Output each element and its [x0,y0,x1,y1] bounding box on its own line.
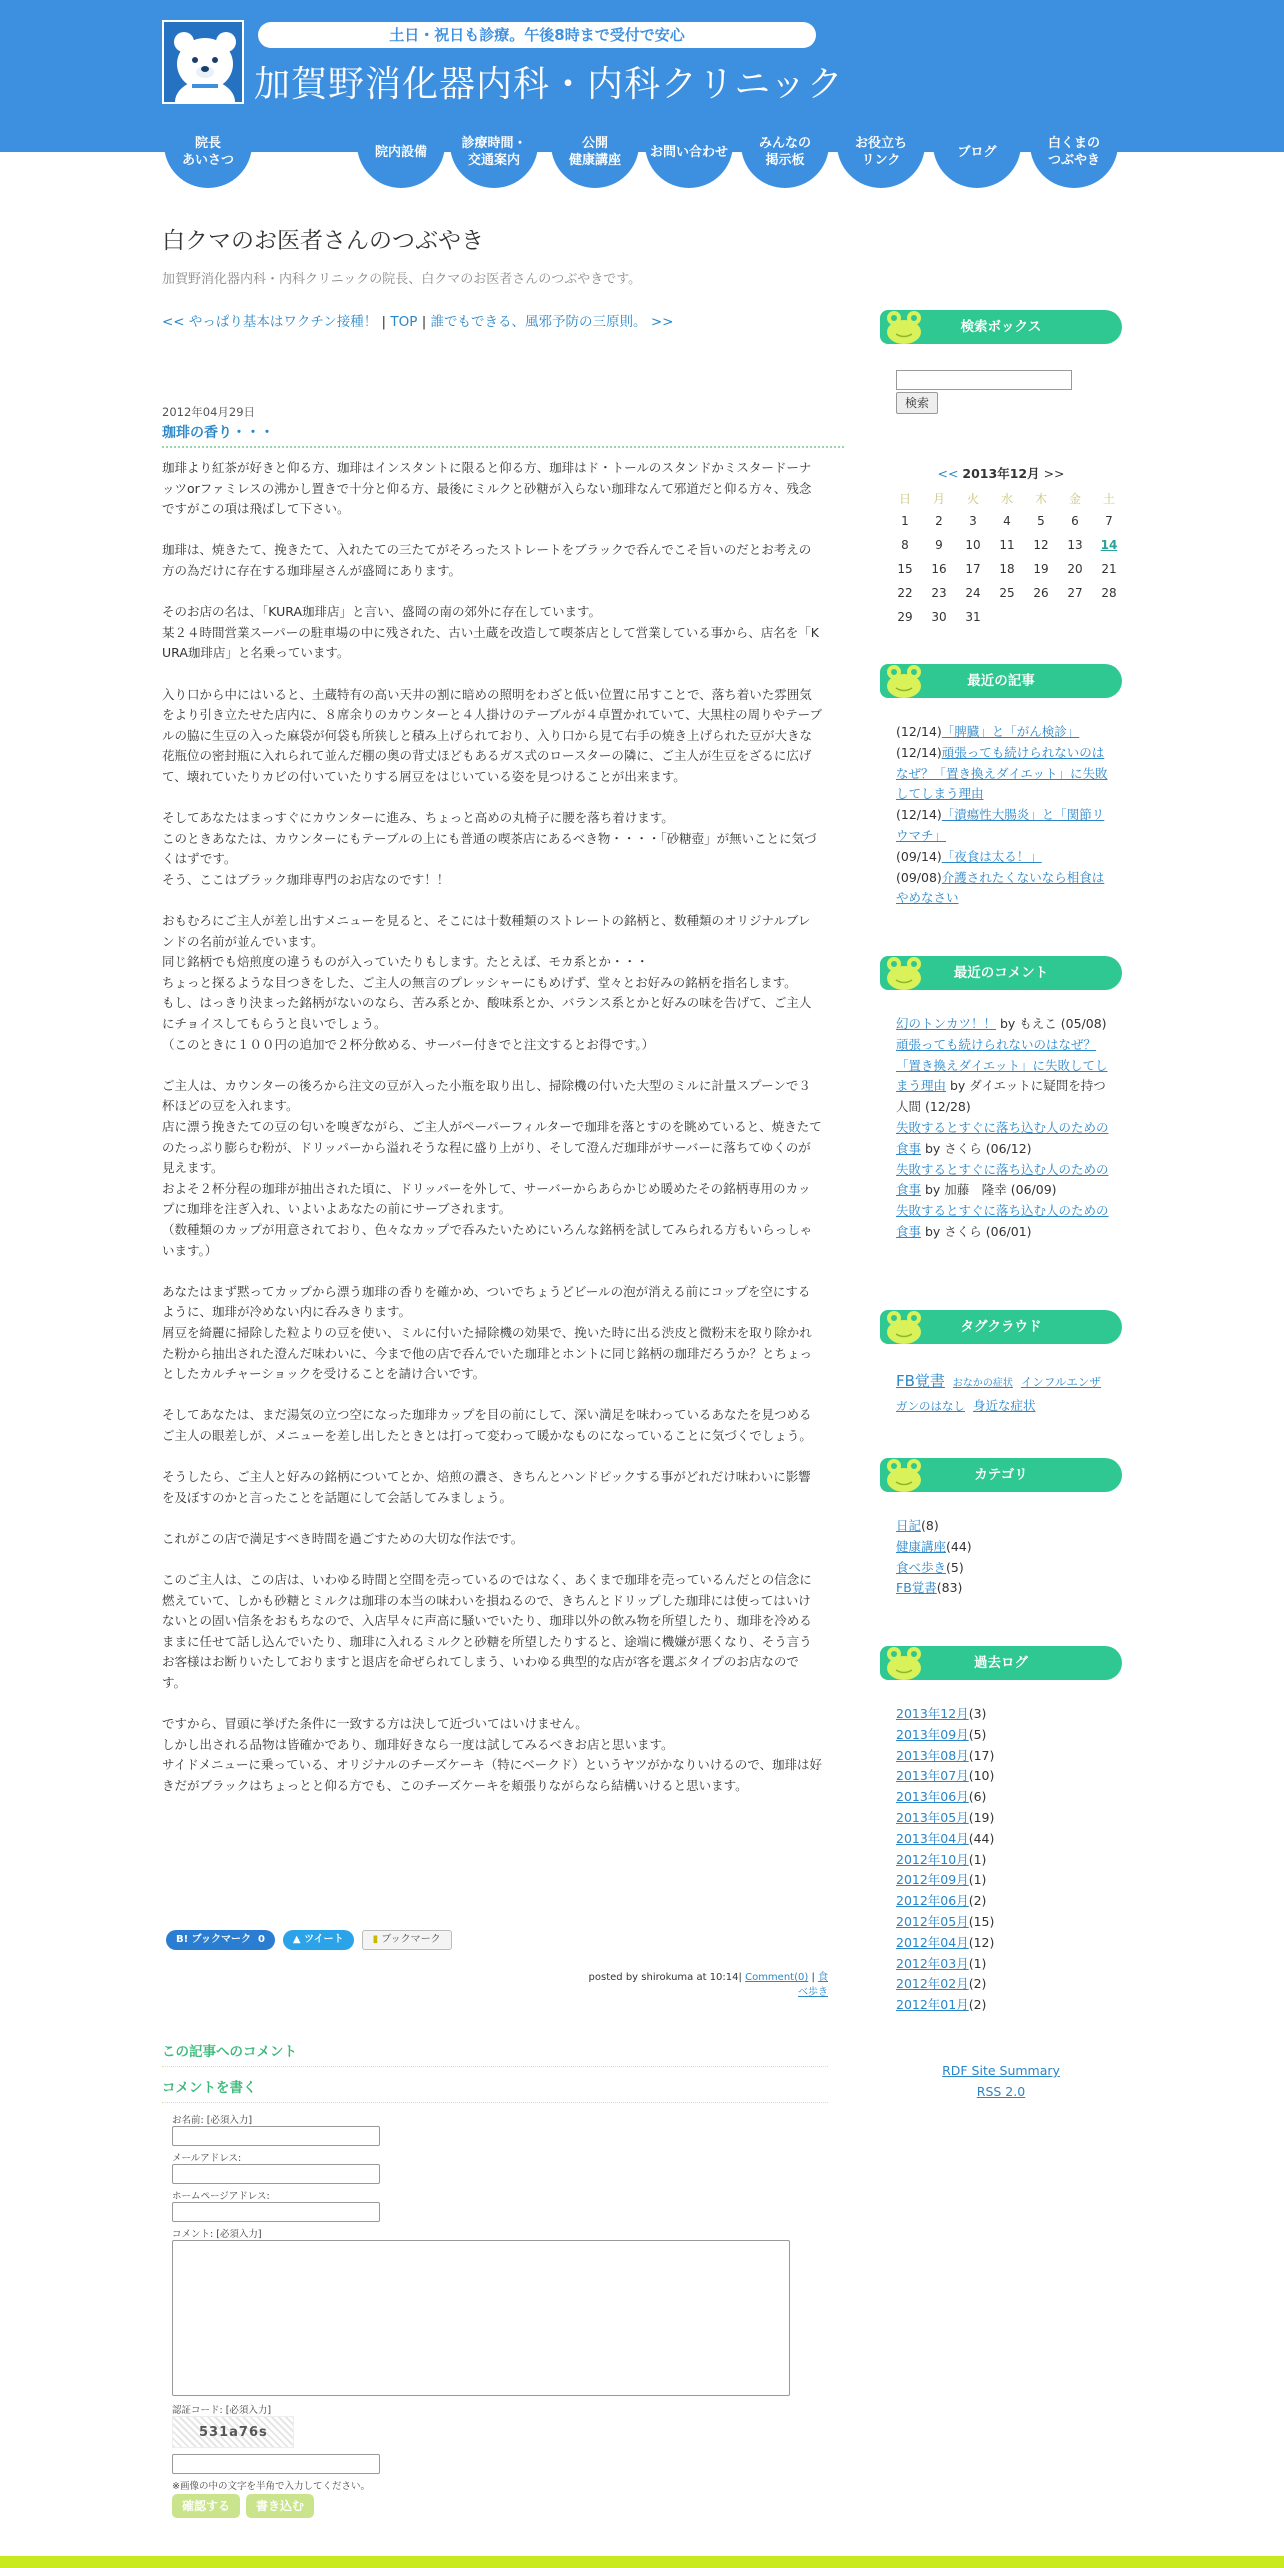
category-link[interactable]: 日記 [896,1518,922,1533]
posted-by-separator: | [738,1972,746,1983]
tweet-button[interactable] [283,1930,354,1950]
recent-comment-link[interactable]: 幻のトンカツ！！ [896,1016,997,1031]
blog-description: 加賀野消化器内科・内科クリニックの院長、白クマのお医者さんのつぶやきです。 [162,272,642,287]
nav-label-line2: あいさつ [181,153,234,168]
category-count: (44) [946,1538,972,1554]
submit-button[interactable]: 書き込む [246,2494,314,2518]
top-link[interactable]: TOP [390,314,418,330]
post-paragraph: そのお店の名は、「KURA珈琲店」と言い、盛岡の南の郊外に存在しています。 某２４時間営業スーパーの駐車場の中に残された、古い土蔵を改造して喫茶店として営業している事から、店名を「KURA珈琲店」と名乗っています。 [162,604,819,661]
calendar-weekday: 木 [1034,492,1047,506]
categories-list [896,1516,1110,1599]
widget-heading-tag-cloud [880,1310,1122,1344]
comment-textarea[interactable] [172,2240,790,2396]
archive-count: (1) [968,1955,987,1971]
calendar-day: 12 [1033,538,1049,552]
archive-count: (2) [968,1976,987,1992]
post-paragraph: あなたはまず黙ってカップから漂う珈琲の香りを確かめ、ついでちょうどビールの泡が消える前にコップを空にするように、珈琲が冷めない内に呑みきります。 屑豆を綺麗に掃除した粒よりの豆を使い、ミルに付いた掃除機の効果で、挽いた時に出る渋皮と微粉末を取り除かれた粉から抽出された澄んだ味わいに、今まで他の店で呑んでいた珈琲とホントに同じ銘柄の珈琲だろうか？とちょっとしたカルチャーショックを受けることを請け合いです。 [162,1283,813,1382]
nav-label-line1: 診療時間・ [461,136,527,151]
confirm-button[interactable]: 確認する [172,2494,240,2518]
archive-count: (3) [968,1706,987,1721]
nav-facilities[interactable] [357,112,445,188]
bookmark-button[interactable] [362,1930,452,1950]
calendar-day [1024,610,1058,634]
archive-link[interactable]: 2013年05月 [896,1809,969,1825]
post-category-link[interactable]: 食べ歩き [798,1972,828,1998]
nav-label-line1: 公開 [581,136,608,151]
calendar-month: 2013年12月 [962,466,1040,481]
nav-label-line1: みんなの [758,136,811,151]
archive-link[interactable]: 2012年09月 [896,1872,969,1888]
archive-count: (2) [968,1997,987,2013]
nav-blog[interactable] [933,112,1021,188]
calendar-weekday-row [888,490,1126,514]
widget-heading-recent-posts [880,664,1122,698]
widget-heading-label: 最近のコメント [953,965,1049,981]
recent-post-item [896,805,1110,847]
calendar-prev-link[interactable]: << [937,466,959,481]
blog-title[interactable]: 白クマのお医者さんのつぶやき [162,228,484,254]
calendar-day: 16 [931,562,947,576]
archive-count: (44) [968,1830,995,1846]
archive-count: (12) [968,1934,995,1950]
calendar-day: 2 [935,514,943,528]
tag-link[interactable]: おなかの症状 [952,1378,1013,1389]
name-input[interactable] [172,2126,380,2146]
archive-item [896,1954,1110,1975]
feed-links [880,2060,1122,2102]
tag-link[interactable]: ガンのはなし [896,1399,965,1413]
archive-item [896,1891,1110,1912]
calendar-day: 31 [965,610,981,624]
post-nav-separator: | [377,314,391,330]
archive-count: (1) [968,1851,987,1867]
post-paragraph: 珈琲は、焼きたて、挽きたて、入れたての三たてがそろったストレートをブラックで呑んでこそ旨いのだとお考えの方の為だけに存在する珈琲屋さんが盛岡にあります。 [162,542,812,578]
category-link[interactable]: 健康講座 [896,1538,947,1554]
nav-health-lecture[interactable] [551,112,639,188]
calendar-weekday: 金 [1068,492,1081,506]
archive-item [896,1912,1110,1933]
post-title[interactable]: 珈琲の香り・・・ [162,422,844,448]
recent-comment-link[interactable]: 失敗するとすぐに落ち込む人のための食事 [896,1119,1109,1156]
archive-item [896,1766,1110,1787]
calendar-day: 15 [897,562,913,576]
archive-count: (19) [968,1809,995,1825]
nav-bear-tweets[interactable] [1030,112,1118,188]
calendar-day: 7 [1105,514,1113,528]
post-body [162,458,822,1797]
post-navigation [162,310,673,330]
recent-comment-author: by さくら (06/01) [921,1223,1032,1239]
nav-label-line2: リンク [861,153,901,168]
comment-label: コメント: [必須入力] [172,2229,262,2240]
archive-count: (6) [968,1789,987,1805]
captcha-code: 531a76s [199,2425,268,2440]
email-input[interactable] [172,2164,380,2184]
recent-comment-item [896,1035,1110,1118]
calendar-grid [888,490,1126,634]
calendar-day: 25 [999,586,1015,600]
bookmark-label: ブックマーク [381,1934,441,1945]
archive-link[interactable]: 2012年05月 [896,1913,969,1929]
archive-link[interactable]: 2012年02月 [896,1976,969,1992]
recent-comment-link[interactable]: 失敗するとすぐに落ち込む人のための食事 [896,1161,1109,1198]
posted-by-text: posted by shirokuma at 10:14 [588,1972,739,1983]
recent-post-link[interactable]: 頑張っても続けられないのはなぜ？「置き換えダイエット」に失敗してしまう理由 [896,744,1108,802]
recent-post-date: (09/14) [896,848,942,864]
recent-post-date: (12/14) [896,724,942,739]
tweet-label: ツイート [304,1934,344,1945]
calendar-week-row [888,514,1126,538]
calendar-day: 5 [1037,514,1045,528]
captcha-image [172,2416,294,2448]
calendar-next-link[interactable]: >> [1043,466,1065,481]
hatena-bookmark-button[interactable] [166,1930,275,1950]
archives-list [896,1704,1110,2016]
category-item [896,1516,1110,1537]
category-count: (83) [936,1580,963,1596]
captcha-note: ※画像の中の文字を半角で入力してください。 [172,2481,370,2492]
recent-comments-list [896,1014,1110,1243]
recent-comment-item [896,1118,1110,1160]
recent-comment-author: by ダイエットに疑問を持つ人間 (12/28) [896,1078,1106,1115]
archive-link[interactable]: 2012年03月 [896,1955,969,1971]
calendar-day: 17 [965,562,981,576]
recent-post-link[interactable]: 介護されたくないなら相食はやめなさい [896,869,1105,906]
category-count: (8) [921,1518,939,1533]
calendar-day: 20 [1067,562,1083,576]
post-paragraph: そうしたら、ご主人と好みの銘柄についてとか、焙煎の濃さ、きちんとハンドピックする事がどれだけ味わいに影響を及ぼすのかと言ったことを話題にして会話してみましょう。 [162,1469,811,1505]
recent-comment-author: by 加藤 隆幸 (06/09) [921,1182,1057,1198]
calendar-weekday: 火 [966,492,979,506]
archive-link[interactable]: 2013年04月 [896,1830,969,1846]
widget-heading-search [880,310,1122,344]
recent-post-date: (12/14) [896,807,942,823]
calendar-day: 28 [1101,586,1117,600]
post-paragraph: ご主人は、カウンターの後ろから注文の豆が入った小瓶を取り出し、掃除機の付いた大型のミルに計量スプーンで３杯ほどの豆を入れます。 店に漂う挽きたての豆の匂いを嗅ぎながら、ご主人がペーパーフィルターで珈琲を落とすのを眺めていると、焼きたてのたっぷり膨らむ粉が、ドリッパーから溢れそうな程に盛り上がり、そして澄んだ珈琲がサーバーに落ちてゆくのが見えます。 およそ２杯分程の珈琲が抽出された頃に、ドリッパーを外して、サーバーからあらかじめ暖めたその銘柄専用のカップに珈琲を注ぎ入れ、いよいよあなたの前にサーブされます。 （数種類のカップが用意されており、色々なカップで呑みたいためにいろんな銘柄を試してみられる方もいらっしゃいます。） [162,1077,822,1258]
nav-contact[interactable] [645,112,733,188]
tag-link[interactable]: 身近な症状 [972,1398,1036,1413]
recent-comment-author: by さくら (06/12) [921,1140,1032,1156]
nav-greeting[interactable] [164,112,252,188]
post-paragraph: 珈琲より紅茶が好きと仰る方、珈琲はインスタントに限ると仰る方、珈琲はド・トールのスタンドかミスタードーナッツorファミレスの沸かし置きで十分と仰る方、最後にミルクと砂糖が入らない珈琲なんて邪道だと仰る方々、残念ですがこの項は飛ばして下さい。 [162,460,812,517]
recent-comment-link[interactable]: 失敗するとすぐに落ち込む人のための食事 [896,1203,1109,1239]
nav-label-line1: 院長 [194,136,221,151]
calendar-day: 8 [901,538,909,552]
archive-count: (15) [968,1913,995,1929]
archive-item [896,1725,1110,1746]
widget-heading-label: 検索ボックス [960,319,1042,335]
category-link[interactable]: 食べ歩き [896,1559,947,1575]
archive-item [896,1787,1110,1808]
twitter-bird-icon: ▲ [292,1934,305,1945]
nav-label-line1: 白くまの [1047,136,1100,151]
name-label: お名前: [必須入力] [172,2115,253,2126]
archive-count: (1) [968,1872,987,1888]
archive-count: (2) [968,1893,987,1909]
calendar-day-link[interactable]: 14 [1100,538,1118,552]
frog-icon [884,1644,924,1682]
calendar-day: 4 [1003,514,1011,528]
widget-heading-label: 最近の記事 [967,673,1035,689]
nav-links[interactable] [837,112,925,188]
rss-link[interactable]: RSS 2.0 [976,2084,1026,2099]
nav-board[interactable] [741,112,829,188]
archive-item [896,1933,1110,1954]
posted-by-separator: | [808,1972,818,1983]
archive-link[interactable]: 2012年01月 [896,1997,969,2013]
calendar-day: 23 [931,586,947,600]
tag-link[interactable]: インフルエンザ [1020,1375,1101,1389]
comment-count-link[interactable]: Comment(0) [745,1972,809,1983]
frog-icon [884,1308,924,1346]
comments-heading: この記事へのコメント [162,2040,828,2067]
calendar-week-row [888,538,1126,562]
category-link[interactable]: FB覚書 [896,1580,937,1596]
email-label: メールアドレス: [172,2153,242,2164]
write-comment-heading: コメントを書く [162,2076,828,2103]
widget-heading-label: 過去ログ [974,1655,1028,1671]
calendar-day: 22 [897,586,913,600]
archive-count: (5) [968,1726,987,1742]
post-paragraph: ですから、冒頭に挙げた条件に一致する方は決して近づいてはいけません。 しかし出される品物は皆確かであり、珈琲好きなら一度は試してみるべきお店と思います。 サイドメニューに乗っている、オリジナルのチーズケーキ（特にベークド）というヤツがかなりいけるので、珈琲は好きだがブラックはちょっとと仰る方でも、このチーズケーキを頬張りながらなら結構いけると思います。 [162,1716,823,1793]
calendar-weekday: 月 [932,492,945,506]
calendar-week-row [888,562,1126,586]
calendar-day: 13 [1067,538,1083,552]
calendar-day: 11 [999,538,1015,552]
nav-label-line1: お役立ち [854,136,907,151]
nav-label-line2: つぶやき [1047,153,1100,168]
calendar-day: 10 [965,538,981,552]
rdf-link[interactable]: RDF Site Summary [942,2063,1060,2078]
calendar-week-row [888,610,1126,634]
post-paragraph: そしてあなたはまっすぐにカウンターに進み、ちょっと高めの丸椅子に腰を落ち着けます。 このときあなたは、カウンターにもテーブルの上にも普通の喫茶店にあるべき物・・・・「砂糖壺」が無いことに気づくはずです。 そう、ここはブラック珈琲専門のお店なのです！！ [162,810,817,887]
widget-heading-recent-comments [880,956,1122,990]
frog-icon [884,1456,924,1494]
polar-bear-icon [164,22,244,104]
archive-item [896,1829,1110,1850]
calendar-day: 24 [965,586,981,600]
post-paragraph: おもむろにご主人が差し出すメニューを見ると、そこには十数種類のストレートの銘柄と、数種類のオリジナルブレンドの名前が並んでいます。 同じ銘柄でも焙煎度の違うものが入っていたりもします。たとえば、モカ系とか・・・ ちょっと探るような目つきをした、ご主人の無言のプレッシャーにもめげず、堂々とお好みの銘柄を指名します。 もし、はっきり決まった銘柄がないのなら、苦み系とか、酸味系とか、バランス系とかと好みの味を告げて、ご主人にチョイスしてもらうと良いでしょう。 （このときに１００円の追加で２杯分飲める、サーバー付きでと注文するとお得です。） [162,913,812,1052]
archive-count: (10) [968,1768,995,1784]
nav-label-line2: 健康講座 [568,153,621,168]
calendar-day: 21 [1101,562,1117,576]
calendar-weekday: 日 [898,492,911,506]
category-count: (5) [946,1559,964,1575]
archive-link[interactable]: 2013年08月 [896,1747,969,1763]
archive-link[interactable]: 2013年09月 [896,1726,969,1742]
nav-label-line1: お問い合わせ [649,144,728,160]
recent-post-link[interactable]: 「脾臓」と「がん検診」 [941,724,1080,739]
prev-post-link[interactable]: << やっぱり基本はワクチン接種！ [162,314,378,330]
widget-heading-label: カテゴリ [974,1467,1028,1483]
calendar-day: 1 [901,514,909,528]
nav-label-line1: ブログ [957,144,997,160]
polar-bear-logo[interactable] [162,20,244,104]
hatena-count: 0 [257,1934,265,1945]
frog-icon [884,662,924,700]
frog-icon [884,954,924,992]
archive-item [896,1808,1110,1829]
frog-icon [884,308,924,346]
category-item [896,1558,1110,1579]
calendar-day [990,610,1024,634]
nav-hours-access[interactable] [450,112,538,188]
site-title[interactable]: 加賀野消化器内科・内科クリニック [254,64,844,105]
post-paragraph: このご主人は、この店は、いわゆる時間と空間を売っているのではなく、あくまで珈琲を売っているんだとの信念に燃えていて、しかも砂糖とミルクは珈琲の本当の味わいを損ねるので、きちんとドリップした珈琲には使ってはいけないとの固い信条をおもちなので、入店早々に声高に騒いでいたり、珈琲以外の飲み物を所望したり、珈琲を冷めるままに任せて話し込んでいたり、珈琲に入れるミルクと砂糖を所望したりすると、途端に機嫌が悪くなり、そう言うお客様はお断りいたしておりますと退店を命ぜられてしまう、いわゆる典型的な店が客を選ぶタイプのお店なのです。 [162,1572,812,1691]
homepage-label: ホームページアドレス: [172,2191,270,2202]
recent-post-item [896,722,1110,743]
recent-comment-author: by もえこ (05/08) [996,1016,1107,1031]
archive-link[interactable]: 2013年12月 [896,1706,969,1721]
archive-link[interactable]: 2013年06月 [896,1789,969,1805]
recent-post-link[interactable]: 「夜食は太る！」 [941,848,1042,864]
calendar-day: 30 [931,610,947,624]
archive-link[interactable]: 2012年06月 [896,1893,969,1909]
archive-item [896,1704,1110,1725]
bookmark-icon: ▮ [372,1934,379,1945]
archive-count: (17) [968,1747,995,1763]
archive-item [896,1974,1110,1995]
calendar-weekday: 土 [1102,492,1115,506]
calendar-day: 6 [1071,514,1079,528]
search-button[interactable]: 検索 [896,392,938,414]
calendar-day [1058,610,1092,634]
widget-heading-archives [880,1646,1122,1680]
archive-item [896,1995,1110,2016]
archive-item [896,1746,1110,1767]
widget-heading-categories [880,1458,1122,1492]
post-nav-separator: | [417,314,431,330]
recent-post-item [896,743,1110,805]
recent-comment-item [896,1201,1110,1243]
calendar-week-row [888,586,1126,610]
footer-bar [0,2556,1284,2568]
homepage-input[interactable] [172,2202,380,2222]
calendar-day: 26 [1033,586,1049,600]
posted-by [580,1968,828,1998]
recent-post-item [896,847,1110,868]
nav-label-line2: 交通案内 [467,153,520,168]
archive-link[interactable]: 2013年07月 [896,1768,969,1784]
recent-comment-link[interactable]: 頑張っても続けられないのはなぜ？「置き換えダイエット」に失敗してしまう理由 [896,1036,1108,1094]
nav-label-line1: 院内設備 [374,144,427,160]
calendar-weekday: 水 [1000,492,1013,506]
search-input[interactable] [896,370,1072,390]
next-post-link[interactable]: 誰でもできる、風邪予防の三原則。 >> [430,314,674,330]
archive-item [896,1870,1110,1891]
calendar-day: 27 [1067,586,1083,600]
recent-posts-list [896,722,1110,909]
post-paragraph: これがこの店で満足すべき時間を過ごすための大切な作法です。 [162,1530,524,1546]
post-date: 2012年04月29日 [162,405,256,419]
calendar-header [880,464,1122,482]
calendar-day: 19 [1033,562,1049,576]
nav-label-line2: 掲示板 [765,153,805,168]
widget-heading-label: タグクラウド [960,1319,1042,1335]
calendar-day: 29 [897,610,913,624]
post-paragraph: 入り口から中にはいると、土蔵特有の高い天井の割に暗めの照明をわざと低い位置に吊すことで、落ち着いた雰囲気をより引き立たせた店内に、８席余りのカウンターと４人掛けのテーブルが４卓置かれていて、大黒柱の周りやテーブルの脇に生豆の入った麻袋が何袋も所狭しと積み上げられており、入り口から見て右手の焼き上げられた豆が大きな花瓶位の密封瓶に入れられて並んだ棚の奥の背丈ほどもあるガス式のロースターの隣に、ご主人が生豆をざるに広げて、壊れていたりカビの付いていたりする屑豆をはじいている姿を見つけることが出来ます。 [162,686,823,784]
archive-link[interactable]: 2012年10月 [896,1851,969,1867]
recent-post-item [896,868,1110,910]
post-paragraph: そしてあなたは、まだ湯気の立つ空になった珈琲カップを目の前にして、深い満足を味わっているあなたを見つめるご主人の眼差しが、メニューを差し出したときとは打って変わって暖かなものになっていることに気づくでしょう。 [162,1407,812,1443]
share-buttons [166,1930,452,1952]
tag-cloud-list [896,1370,1110,1417]
captcha-label: 認証コード: [必須入力] [172,2405,272,2416]
archive-item [896,1850,1110,1871]
recent-post-link[interactable]: 「潰瘍性大腸炎」と「関節リウマチ」 [896,807,1105,843]
calendar-day: 18 [999,562,1015,576]
recent-comment-item [896,1014,1110,1035]
recent-comment-item [896,1160,1110,1202]
archive-link[interactable]: 2012年04月 [896,1934,969,1950]
calendar-day: 3 [969,514,977,528]
tag-link[interactable]: FB覚書 [896,1372,945,1390]
calendar-day: 9 [935,538,943,552]
recent-post-date: (09/08) [896,869,942,885]
hatena-label: B! ブックマーク [176,1934,251,1945]
calendar-day [1092,610,1126,634]
category-item [896,1537,1110,1558]
header-tagline: 土日・祝日も診療。午後8時まで受付で安心 [258,22,816,48]
captcha-input[interactable] [172,2454,380,2474]
recent-post-date: (12/14) [896,744,942,760]
category-item [896,1578,1110,1599]
